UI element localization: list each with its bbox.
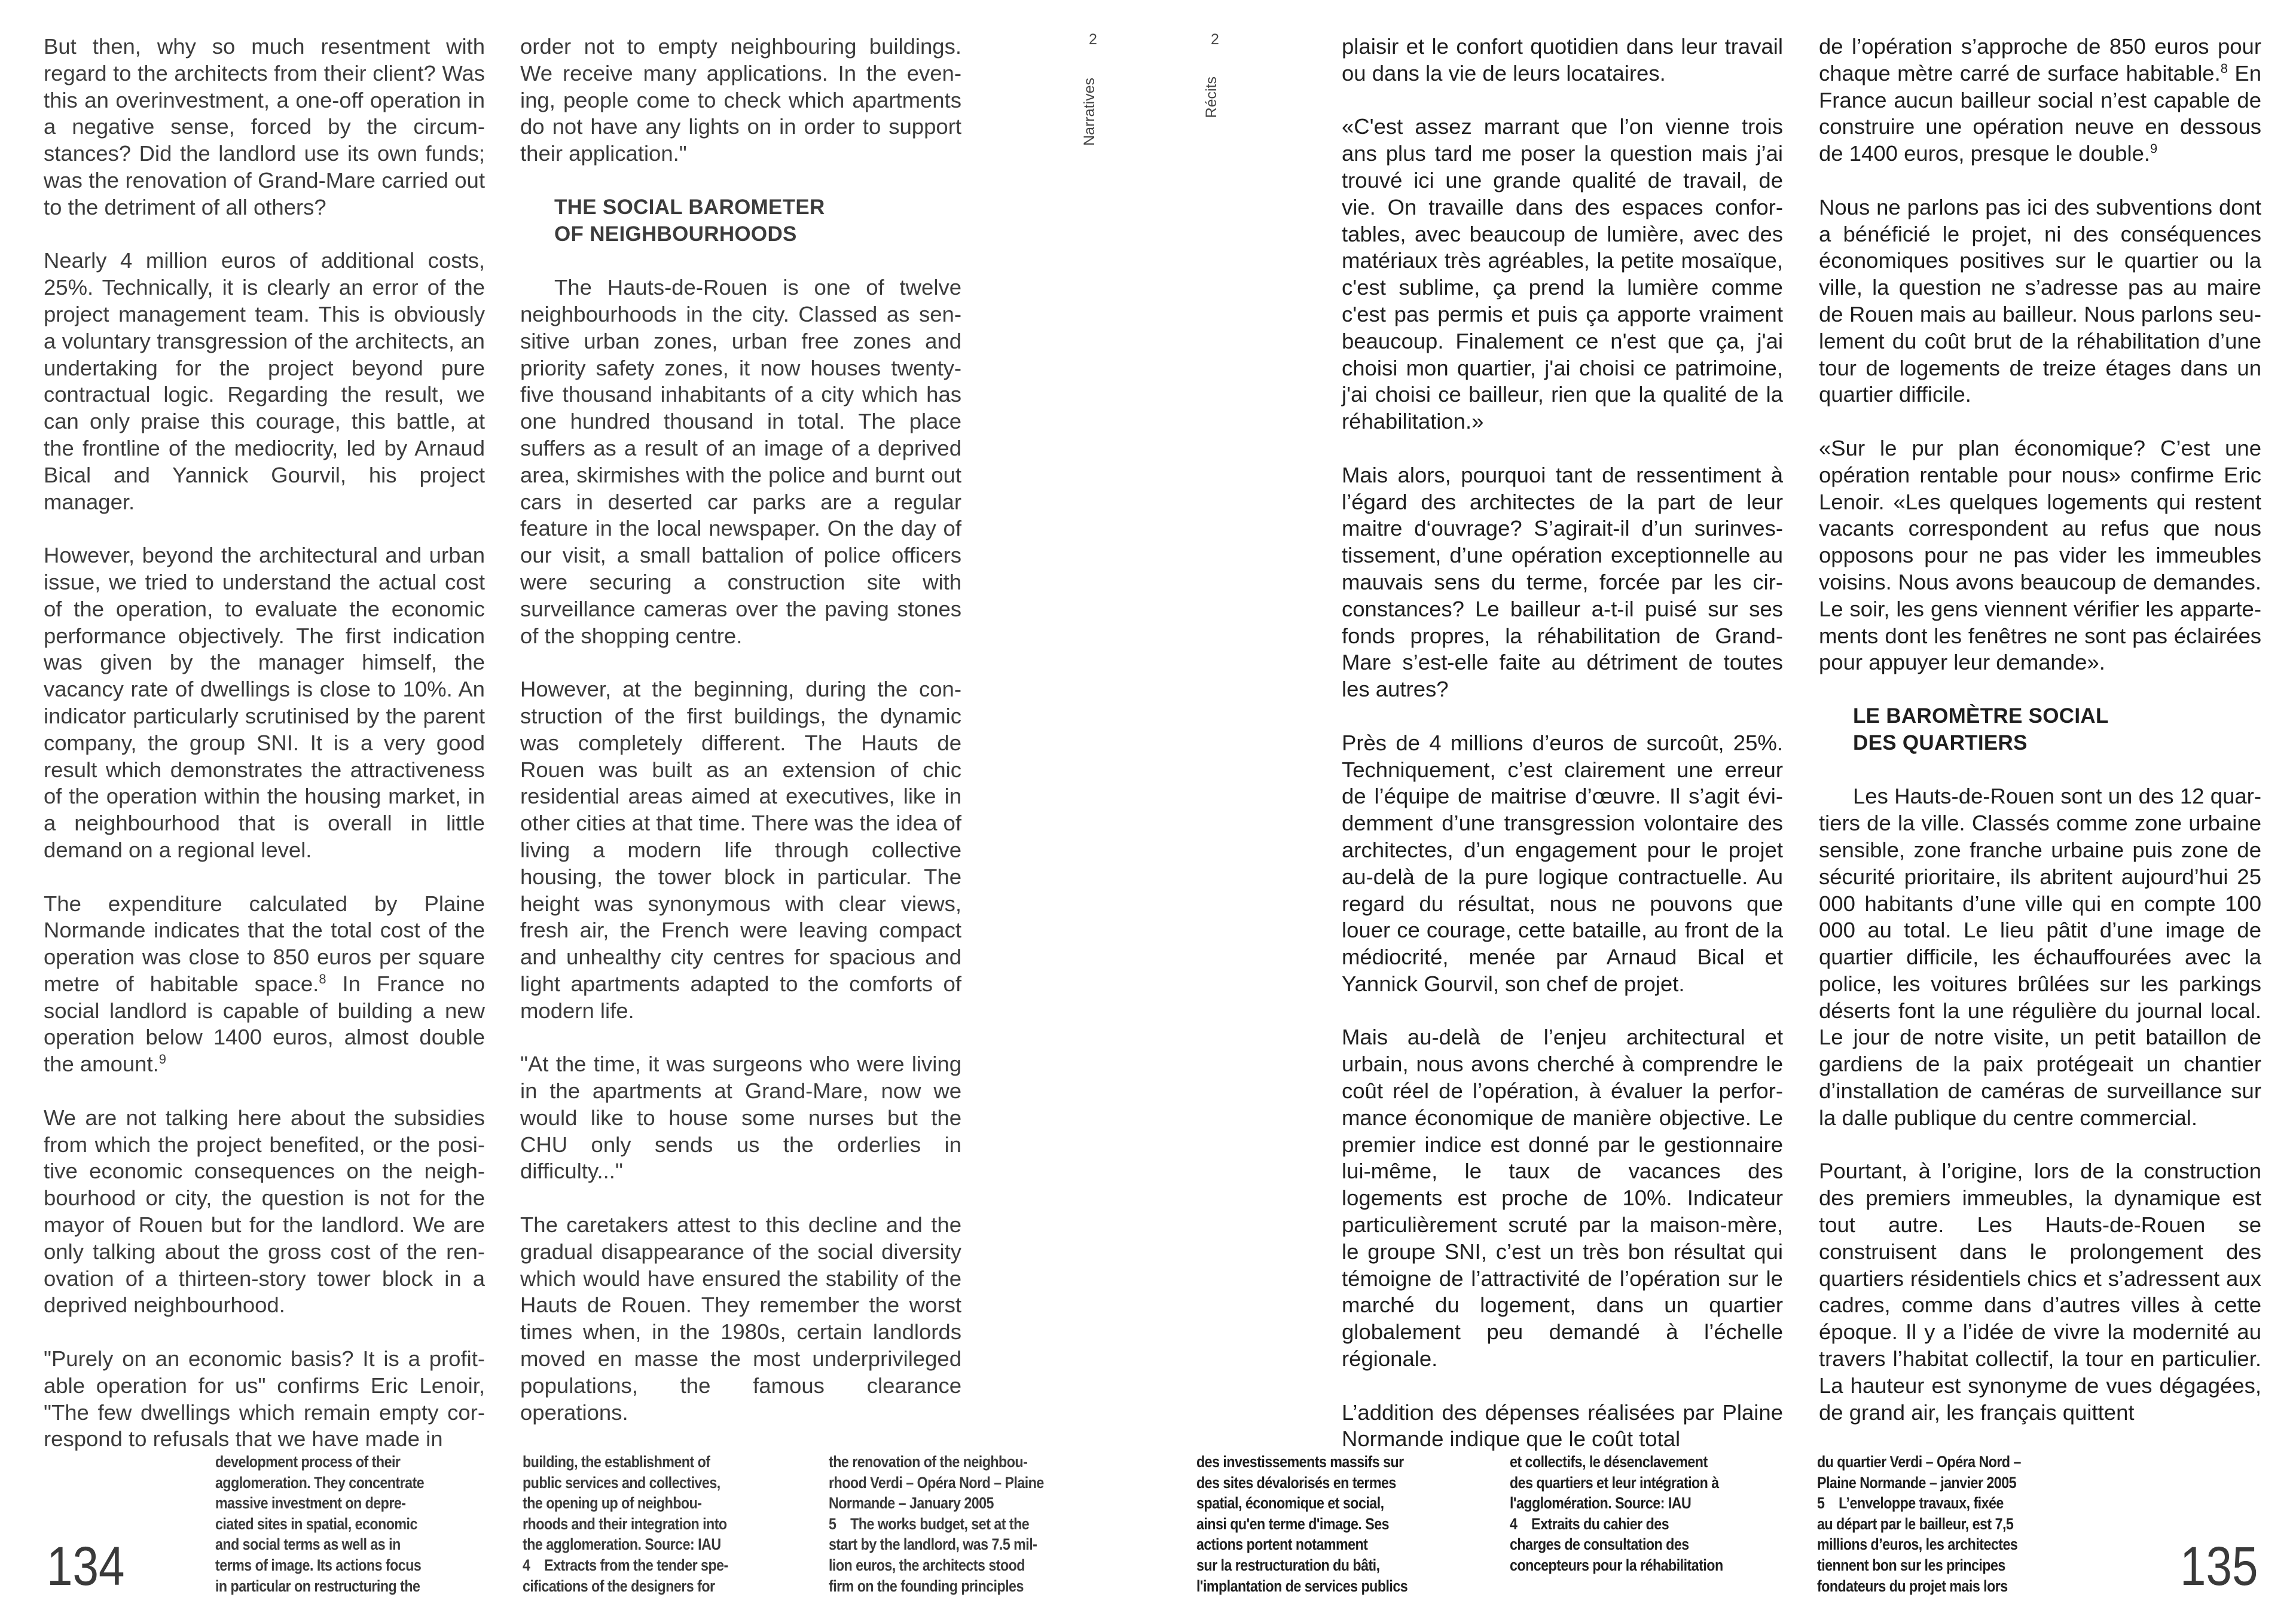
footnote-text: Extraits du cahier des [1531, 1514, 1669, 1533]
paragraph: Pourtant, à l’origine, lors de la construction des premiers immeubles, la dynamique est tout autre. Les Hauts-de-Rouen se construisent dans le prolongement des quartiers résidentiels chics et s’adressent aux cadres, comme dans d’autres villes à cette époque. Il y a l’idée de vivre la modernité au travers l’habitat collectif, la tour en particulier. La hauteur est synonyme de vues dégagées, de grand air, les français quittent [1819, 1159, 2261, 1425]
footnote-column [829, 1452, 1044, 1596]
paragraph-text: de l’opération s’approche de 850 euros pour chaque mètre carré de surface habitable. [1819, 34, 2261, 85]
paragraph: However, at the beginning, during the construction of the first buildings, the dynamic was completely different. The Hauts de Rouen was built as an extension of chic residential areas aimed at executives, like in other cities at that time. There was the idea of living a modern life through collective housing, the tower block in particular. The height was synonymous with clear views, fresh air, the French were leaving compact and unhealthy city centres for spacious and light apartments adapted to the comforts of modern life. [520, 677, 961, 1023]
footnote-column [215, 1452, 424, 1596]
footnote-line: the opening up of neighbou- [523, 1494, 702, 1513]
footnote-line: terms of image. Its actions focus [215, 1556, 422, 1574]
section-number: 2 [1211, 31, 1219, 48]
paragraph [44, 891, 485, 1079]
paragraph: plaisir et le confort quotidien dans leur travail ou dans la vie de leurs locataires. [1342, 34, 1783, 85]
footnote-line: development process of their [215, 1453, 401, 1471]
footnote-line: the agglomeration. Source: IAU [523, 1535, 721, 1554]
paragraph: "Purely on an economic basis? It is a profitable operation for us" confirms Eric Lenoir, "The few dwellings which remain empty correspond to refusals that we have made in [44, 1346, 485, 1452]
footnote-line: l'agglomération. Source: IAU [1510, 1494, 1692, 1513]
footnote-ref[interactable]: 9 [158, 1052, 166, 1067]
footnote-ref[interactable]: 9 [2150, 141, 2158, 157]
heading-line: LE BAROMÈTRE SOCIAL [1853, 704, 2109, 728]
heading-line: THE SOCIAL BAROMETER [554, 195, 825, 219]
footnote-line: cifications of the designers for [523, 1577, 715, 1595]
footnote-ref[interactable]: 8 [2220, 60, 2228, 76]
footnote-line: public services and collectives, [523, 1473, 720, 1492]
footnote-ref[interactable]: 8 [319, 971, 326, 986]
footnote-line [829, 1514, 1044, 1535]
paragraph: L’addition des dépenses réalisées par Plaine Normande indique que le coût total [1342, 1400, 1783, 1452]
footnote-line: ainsi qu'en terme d'image. Ses [1196, 1514, 1390, 1533]
body-column-4 [1819, 33, 2261, 1426]
section-marker-left [1081, 31, 1105, 146]
paragraph: "At the time, it was surgeons who were living in the apartments at Grand-Mare, now we would like to house some nurses but the CHU only sends us the orderlies in difficulty..." [520, 1052, 961, 1184]
paragraph: Mais alors, pourquoi tant de ressentiment à l’égard des architectes de la part de leur maitre d‘ouvrage? S’agirait-il d’un surinvestissement, d’une opération exceptionnelle au mauvais sens du terme, forcée par les circonstances? Le bailleur a-t-il puisé sur ses fonds propres, la réhabilitation de Grand-Mare s’est-elle faite au détriment de toutes les autres? [1342, 462, 1783, 702]
paragraph [1819, 33, 2261, 167]
paragraph: Près de 4 millions d’euros de surcoût, 25%. Techniquement, c’est clairement une erreur de l’équipe de maitrise d’œuvre. Il s’agit évidemment d’une transgression volontaire des architectes, d’un engagement pour le projet au-delà de la pure logique contractuelle. Au regard du résultat, nous ne pouvons que louer ce courage, cette bataille, au front de la médiocrité, menée par Arnaud Bical et Yannick Gourvil, son chef de projet. [1342, 730, 1783, 996]
footnote-line: in particular on restructuring the [215, 1577, 420, 1595]
page-number: 134 [47, 1536, 125, 1597]
footnote-number: 4 [1510, 1514, 1518, 1533]
footnote-line: ciated sites in spatial, economic [215, 1514, 417, 1533]
footnote-line: au départ par le bailleur, est 7,5 [1817, 1514, 2014, 1533]
footnote-line: and social terms as well as in [215, 1535, 401, 1554]
paragraph: Nearly 4 million euros of additional costs, 25%. Technically, it is clearly an error of the project management team. This is obviously a voluntary transgression of the architects, an undertaking for the project beyond pure contractual logic. Regarding the result, we can only praise this courage, this battle, at the frontline of the mediocrity, led by Arnaud Bical and Yannick Gourvil, his project manager. [44, 248, 485, 514]
footnote-text: The works budget, set at the [850, 1514, 1030, 1533]
paragraph-text: The expenditure calculated by Plaine Normande indicates that the total cost of the operation was close to 850 euros per square metre of habitable space. [44, 891, 485, 996]
footnote-line: Normande – January 2005 [829, 1494, 994, 1513]
heading-line: DES QUARTIERS [1853, 731, 2028, 754]
footnote-line: massive investment on depre- [215, 1494, 406, 1513]
footnote-column [1817, 1452, 2021, 1596]
paragraph: order not to empty neighbouring buildings. We receive many applications. In the evening, people come to check which apartments do not have any lights on in order to support their application." [520, 34, 961, 166]
section-number: 2 [1089, 31, 1097, 48]
footnote-line [1510, 1514, 1723, 1535]
footnote-line: des sites dévalorisés en termes [1196, 1473, 1396, 1492]
footnote-text: L’enveloppe travaux, fixée [1839, 1494, 2004, 1513]
footnote-line: Plaine Normande – janvier 2005 [1817, 1473, 2016, 1492]
footnote-line: des quartiers et leur intégration à [1510, 1473, 1719, 1492]
footnote-line: concepteurs pour la réhabilitation [1510, 1556, 1723, 1574]
footnote-line: fondateurs du projet mais lors [1817, 1577, 2008, 1595]
footnote-line: rhood Verdi – Opéra Nord – Plaine [829, 1473, 1044, 1492]
footnote-number: 5 [829, 1514, 836, 1533]
paragraph: But then, why so much resentment with regard to the architects from their client? Was this an overinvestment, a one-off operation in a negative sense, forced by the circumstances? Did the landlord use its own funds; was the renovation of Grand-Mare carried out to the detriment of all others? [44, 34, 485, 219]
footnote-text: Extracts from the tender spe- [544, 1556, 728, 1574]
footnote-line: millions d’euros, les architectes [1817, 1535, 2018, 1554]
body-column-2 [520, 33, 961, 1426]
section-heading [1853, 703, 2261, 757]
paragraph: «C'est assez marrant que l’on vienne trois ans plus tard me poser la question mais j’ai trouvé ici une grande qualité de travail, de vie. On travaille dans des espaces confortables, avec beaucoup de lumière, avec des matériaux très agréables, la petite mosaïque, c'est sublime, ça prend la lumière comme c'est pas permis et puis ça apporte vraiment beaucoup. Finalement ce n'est que ça, j'ai choisi mon quartier, j'ai choisi ce patrimoine, j'ai choisi ce bailleur, rien que la qualité de la réhabilitation.» [1342, 114, 1783, 434]
paragraph: The caretakers attest to this decline and the gradual disappearance of the social diversity which would have ensured the stability of the Hauts de Rouen. They remember the worst times when, in the 1980s, certain landlords moved en masse the most underprivileged populations, the famous clearance operations. [520, 1212, 961, 1425]
footnote-line [523, 1555, 728, 1576]
footnote-column [523, 1452, 728, 1596]
footnote-line: du quartier Verdi – Opéra Nord – [1817, 1453, 2021, 1471]
footnote-line: charges de consultation des [1510, 1535, 1689, 1554]
paragraph: Nous ne parlons pas ici des subventions dont a bénéficié le projet, ni des conséquences économiques positives sur le quartier ou la ville, la question ne s’adresse pas au maire de Rouen mais au bailleur. Nous parlons seulement du coût brut de la réhabilitation d’une tour de logements de treize étages dans un quartier difficile. [1819, 194, 2261, 407]
body-column-3 [1342, 33, 1783, 1453]
section-label: Récits [1203, 77, 1220, 118]
footnote-number: 4 [523, 1556, 530, 1574]
footnote-line: firm on the founding principles [829, 1577, 1024, 1595]
footnote-line: agglomeration. They concentrate [215, 1473, 425, 1492]
footnote-line: rhoods and their integration into [523, 1514, 727, 1533]
footnote-line: l'implantation de services publics [1196, 1577, 1408, 1595]
footnote-line [1817, 1493, 2021, 1514]
section-heading [554, 194, 961, 248]
footnote-line: start by the landlord, was 7.5 mil- [829, 1535, 1037, 1554]
footnote-column [1196, 1452, 1407, 1596]
footnote-line: sur la restructuration du bâti, [1196, 1556, 1380, 1574]
paragraph: The Hauts-de-Rouen is one of twelve neighbourhoods in the city. Classed as sensitive urban zones, urban free zones and priority safety zones, it now houses twenty-five thousand inhabitants of a city which has one hundred thousand in total. The place suffers as a result of an image of a deprived area, skirmishes with the police and burnt out cars in deserted car parks are a regular feature in the local newspaper. On the day of our visit, a small battalion of police officers were securing a construction site with surveillance cameras over the paving stones of the shopping centre. [520, 275, 961, 648]
footnote-line: tiennent bon sur les principes [1817, 1556, 2005, 1574]
footnote-line: spatial, économique et social, [1196, 1494, 1384, 1513]
paragraph: Les Hauts-de-Rouen sont un des 12 quartiers de la ville. Classés comme zone urbaine sensible, zone franche urbaine puis zone de sécurité prioritaire, ils abritent aujourd’hui 25 000 habitants d’une ville qui en compte 100 000 au total. Le lieu pâtit d’une image de quartier difficile, les échauffourées avec la police, les voitures brûlées sur les parkings déserts font la une régulière du journal local. Le jour de notre visite, un petit bataillon de gardiens de la paix protégeait un chantier d’installation de caméras de surveillance sur la dalle publique du centre commercial. [1819, 784, 2261, 1130]
footnote-line: et collectifs, le désenclavement [1510, 1453, 1708, 1471]
page-number: 135 [2180, 1536, 2258, 1597]
footnote-line: des investissements massifs sur [1196, 1453, 1404, 1471]
paragraph: We are not talking here about the subsidies from which the project benefited, or the positive economic consequences on the neighbourhood or city, the question is not for the mayor of Rouen but for the landlord. We are only talking about the gross cost of the renovation of a thirteen-story tower block in a deprived neighbourhood. [44, 1105, 485, 1318]
body-column-1 [44, 33, 485, 1453]
footnote-column [1510, 1452, 1723, 1576]
heading-line: OF NEIGHBOURHOODS [554, 222, 797, 246]
footnote-line: actions portent notamment [1196, 1535, 1368, 1554]
paragraph-text: En France aucun bailleur social n’est capable de construire une opération neuve en dessous de 1400 euros, presque le double. [1819, 60, 2261, 166]
section-label: Narratives [1081, 78, 1098, 146]
footnote-number: 5 [1817, 1494, 1825, 1513]
paragraph-text: In France no social landlord is capable of building a new operation below 1400 euros, almost double the amount. [44, 971, 486, 1077]
footnote-line: lion euros, the architects stood [829, 1556, 1025, 1574]
footnote-line: building, the establishment of [523, 1453, 710, 1471]
paragraph: «Sur le pur plan économique? C’est une opération rentable pour nous» confirme Eric Lenoir. «Les quelques logements qui restent vacants correspondent au refus que nous opposons pour ne pas vider les immeubles voisins. Nous avons beaucoup de demandes. Le soir, les gens viennent vérifier les appartements dont les fenêtres ne sont pas éclairées pour appuyer leur demande». [1819, 435, 2261, 675]
footnote-line: the renovation of the neighbou- [829, 1453, 1028, 1471]
paragraph: However, beyond the architectural and urban issue, we tried to understand the actual cost of the operation, to evaluate the economic performance objectively. The first indication was given by the manager himself, the vacancy rate of dwellings is close to 10%. An indicator particularly scrutinised by the parent company, the group SNI. It is a very good result which demonstrates the attractiveness of the operation within the housing market, in a neighbourhood that is overall in little demand on a regional level. [44, 543, 485, 862]
paragraph: Mais au-delà de l’enjeu architectural et urbain, nous avons cherché à comprendre le coût réel de l’opération, à évaluer la performance économique de manière objective. Le premier indice est donné par le gestionnaire lui-même, le taux de vacances des logements est proche de 10%. Indicateur particulièrement scruté par la maison-mère, le groupe SNI, c’est un très bon résultat qui témoigne de l’attractivité de l’opération sur le marché du logement, dans un quartier globalement peu demandé à l’échelle régionale. [1342, 1025, 1783, 1371]
section-marker-right [1203, 31, 1227, 118]
